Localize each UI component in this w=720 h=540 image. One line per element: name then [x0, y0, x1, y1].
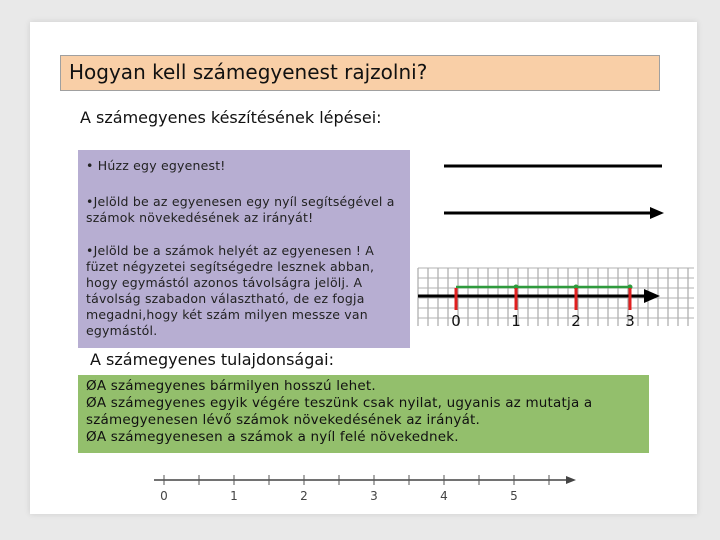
plain-line-illustration	[440, 160, 670, 172]
arrow-line-illustration	[440, 205, 670, 221]
grid-number-label: 1	[511, 312, 521, 330]
step-2-text: •Jelöld be az egyenesen egy nyíl segítségével a számok növekedésének az irányát!	[86, 194, 395, 225]
slide-title: Hogyan kell számegyenest rajzolni?	[60, 55, 660, 91]
bottom-number-label: 0	[160, 489, 168, 503]
step-1-text: • Húzz egy egyenest!	[86, 158, 226, 173]
bottom-number-label: 1	[230, 489, 238, 503]
bottom-number-label: 4	[440, 489, 448, 503]
bottom-axis-arrow	[566, 476, 576, 484]
steps-heading: A számegyenes készítésének lépései:	[80, 108, 382, 127]
bottom-number-line	[150, 462, 580, 507]
bottom-number-label: 5	[510, 489, 518, 503]
bottom-number-label: 2	[300, 489, 308, 503]
grid-number-line-illustration	[418, 268, 694, 334]
grid-number-label: 2	[571, 312, 581, 330]
property-line-1: ØA számegyenes bármilyen hosszú lehet.	[86, 378, 376, 394]
bottom-number-label: 3	[370, 489, 378, 503]
property-line-3: számegyenesen lévő számok növekedésének az irányát.	[86, 412, 481, 428]
grid-number-label: 0	[451, 312, 461, 330]
properties-panel	[78, 375, 649, 453]
property-line-4: ØA számegyenesen a számok a nyíl felé növekednek.	[86, 429, 459, 445]
properties-heading: A számegyenes tulajdonságai:	[90, 350, 335, 369]
property-line-2: ØA számegyenes egyik végére teszünk csak nyilat, ugyanis az mutatja a	[86, 395, 593, 411]
grid-number-label: 3	[625, 312, 635, 330]
step-3-text: •Jelöld be a számok helyét az egyenesen ! A füzet négyzetei segítségedre lesznek abban, hogy egymástól azonos távolságra jelölj. A távolság szabadon választható, de ez fogja megadni,hogy két szám milyen messze van egymástól.	[86, 243, 375, 338]
